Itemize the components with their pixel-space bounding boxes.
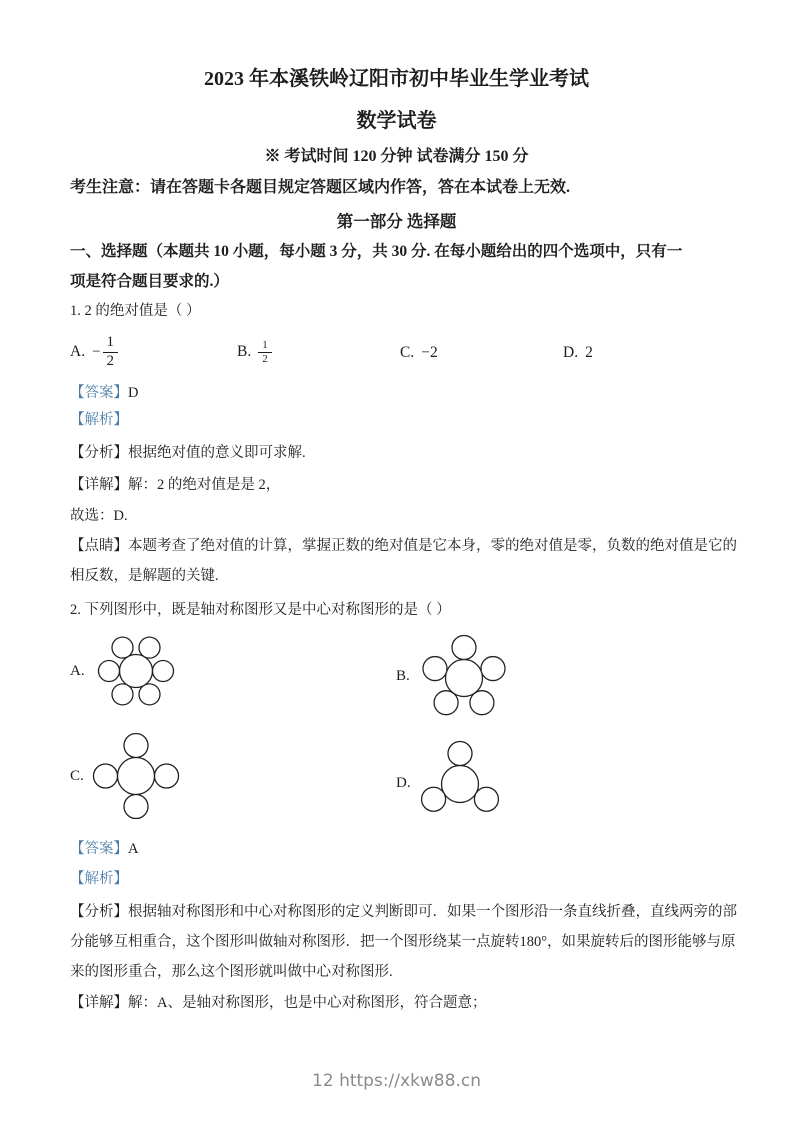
q2-answer-value: A xyxy=(128,841,139,857)
option-c-label: C. xyxy=(400,344,415,361)
fraction-stack xyxy=(258,339,272,365)
fraction-denominator: 2 xyxy=(262,352,268,365)
answer-label: 【答案】 xyxy=(70,841,128,857)
question-2-stem: 2. 下列图形中，既是轴对称图形又是中心对称图形的是（ ） xyxy=(70,602,451,618)
option-a-fraction xyxy=(92,334,118,370)
option-c-value: −2 xyxy=(421,344,438,361)
q2-analysis-label: 【解析】 xyxy=(70,871,128,887)
fraction-stack xyxy=(103,334,119,370)
q1-option-c xyxy=(400,344,438,362)
section-description-line1: 一、选择题（本题共 10 小题，每小题 3 分，共 30 分. 在每小题给出的四个选项中，只有一 xyxy=(70,243,683,260)
q1-detail-text: 【详解】解：2 的绝对值是是 2， xyxy=(70,477,281,493)
fraction-denominator: 2 xyxy=(106,352,115,369)
answer-label: 【答案】 xyxy=(70,385,128,401)
q1-answer-value: D xyxy=(128,385,139,401)
q1-option-d xyxy=(563,344,593,362)
flower-figure-5-petals xyxy=(409,623,519,733)
option-d-label: D. xyxy=(563,344,579,361)
section-part-title: 第一部分 选择题 xyxy=(336,212,457,231)
exam-info-line: ※ 考试时间 120 分钟 试卷满分 150 分 xyxy=(264,148,529,165)
q2-analysis-line1: 【分析】根据轴对称图形和中心对称图形的定义判断即可．如果一个图形沿一条直线折叠，直线两旁的部 xyxy=(70,904,737,920)
section-description-line2: 项是符合题目要求的.） xyxy=(70,273,229,290)
q1-analysis-text: 【分析】根据绝对值的意义即可求解. xyxy=(70,445,306,461)
flower-figure-3-petals xyxy=(405,729,515,839)
q1-option-b xyxy=(237,332,272,372)
page-footer-watermark: 12 https://xkw88.cn xyxy=(312,1071,481,1091)
q1-note-line2: 相反数，是解题的关键. xyxy=(70,568,219,584)
flower-figure-4-petals xyxy=(81,721,191,831)
q2-answer-line xyxy=(70,840,138,859)
page-title: 2023 年本溪铁岭辽阳市初中毕业生学业考试 xyxy=(204,68,589,90)
option-d-value: 2 xyxy=(585,344,593,361)
q2-figure-d-label: D. xyxy=(396,775,411,791)
q2-figure-b-label: B. xyxy=(396,668,410,684)
q1-analysis-label: 【解析】 xyxy=(70,412,128,428)
q1-option-a xyxy=(70,330,118,374)
option-b-label: B. xyxy=(237,343,252,360)
q1-note-line1: 【点睛】本题考查了绝对值的计算，掌握正数的绝对值是它本身，零的绝对值是零，负数的绝对值是它的 xyxy=(70,538,737,554)
q2-figure-c-label: C. xyxy=(70,768,84,784)
q1-answer-line xyxy=(70,384,138,403)
option-a-label: A. xyxy=(70,343,86,360)
flower-figure-6-petals xyxy=(81,616,191,726)
option-b-fraction xyxy=(258,339,272,365)
fraction-numerator: 1 xyxy=(258,339,272,353)
q2-figure-a-label: A. xyxy=(70,663,85,679)
q2-analysis-line2: 分能够互相重合，这个图形叫做轴对称图形．把一个图形绕某一点旋转180°，如果旋转后的图形能够与原 xyxy=(70,934,736,950)
question-1-stem: 1. 2 的绝对值是（ ） xyxy=(70,303,201,319)
q2-analysis-line3: 来的图形重合，那么这个图形就叫做中心对称图形. xyxy=(70,964,393,980)
candidate-notice: 考生注意：请在答题卡各题目规定答题区域内作答，答在本试卷上无效. xyxy=(70,179,571,196)
fraction-numerator: 1 xyxy=(103,334,119,352)
q2-detail-text: 【详解】解：A、是轴对称图形，也是中心对称图形，符合题意； xyxy=(70,995,487,1011)
page-subtitle: 数学试卷 xyxy=(356,110,437,132)
q1-conclusion: 故选：D. xyxy=(70,508,128,524)
fraction-minus-sign: − xyxy=(92,343,101,360)
